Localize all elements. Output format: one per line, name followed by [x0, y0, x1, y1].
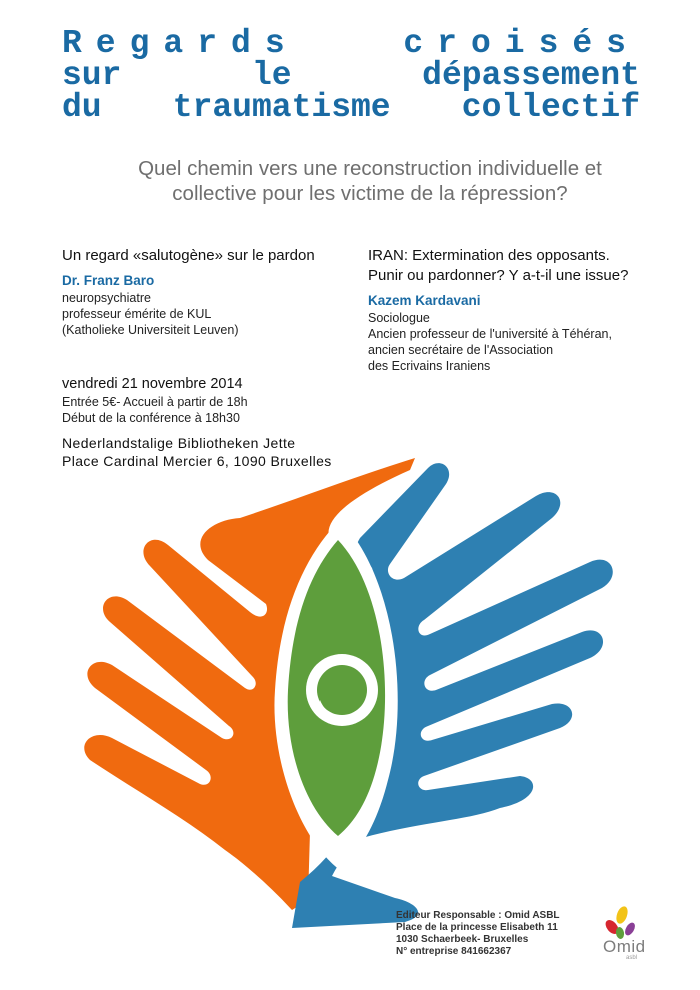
talk-right-role-1: Sociologue — [368, 311, 430, 325]
subtitle-line-2: collective pour les victime de la répression? — [172, 182, 568, 205]
talk-right-title-line-2: Punir ou pardonner? Y a-t-il une issue? — [368, 267, 629, 284]
omid-logo-petal-yellow — [614, 905, 630, 925]
talk-right-title-line-1: IRAN: Extermination des opposants. — [368, 247, 610, 264]
event-entry: Entrée 5€- Accueil à partir de 18h — [62, 395, 248, 409]
omid-logo-suffix: asbl — [626, 955, 638, 961]
eye-pupil — [317, 665, 367, 715]
talk-right-role-3: ancien secrétaire de l'Association — [368, 343, 554, 357]
talk-left-role-1: neuropsychiatre — [62, 291, 151, 305]
publisher-line-4: N° entreprise 841662367 — [396, 946, 512, 957]
venue-line-1: Nederlandstalige Bibliotheken Jette — [62, 435, 296, 451]
publisher-line-1: Editeur Responsable : Omid ASBL — [396, 910, 560, 921]
talk-left-title-text: Un regard «salutogène» sur le pardon — [62, 247, 315, 264]
publisher-line-2: Place de la princesse Elisabeth 11 — [396, 922, 558, 933]
event-start: Début de la conférence à 18h30 — [62, 411, 240, 425]
talk-right-role-2: Ancien professeur de l'université à Téhéran, — [368, 327, 612, 341]
title-line-3: du traumatisme collectif — [62, 89, 640, 126]
talk-left-speaker: Dr. Franz Baro — [62, 273, 155, 288]
publisher-line-3: 1030 Schaerbeek- Bruxelles — [396, 934, 529, 945]
publisher-block — [396, 910, 596, 958]
omid-logo-word: Omid — [603, 937, 646, 956]
omid-logo-petal-purple — [623, 921, 637, 937]
subtitle-line-1: Quel chemin vers une reconstruction individuelle et — [138, 157, 602, 180]
event-date: vendredi 21 novembre 2014 — [62, 376, 243, 392]
title-line-2: sur le dépassement — [62, 57, 640, 94]
talk-right-role-4: des Ecrivains Iraniens — [368, 359, 491, 373]
venue-line-2: Place Cardinal Mercier 6, 1090 Bruxelles — [62, 453, 332, 469]
talk-right-speaker: Kazem Kardavani — [368, 293, 481, 308]
title-line-1: Regards croisés — [62, 25, 640, 62]
talk-left-role-2: professeur émérite de KUL — [62, 307, 212, 321]
talk-left-role-3: (Katholieke Universiteit Leuven) — [62, 323, 239, 337]
